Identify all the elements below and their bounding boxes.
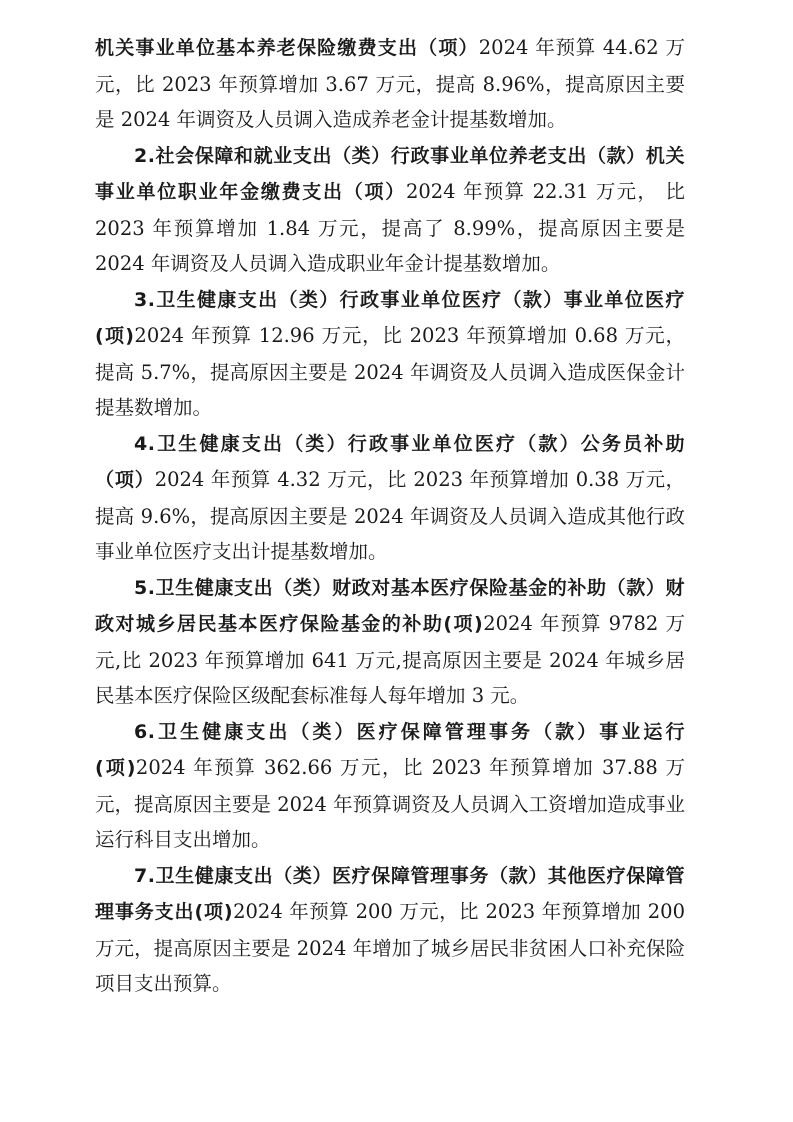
paragraph-7 xyxy=(95,858,685,1002)
paragraph-text: 2024 年预算 200 万元，比 2023 年预算增加 200 万元，提高原因主要是 2024 年增加了城乡居民非贫困人口补充保险项目支出预算。 xyxy=(95,900,685,995)
paragraph-text: 2024 年预算 12.96 万元，比 2023 年预算增加 0.68 万元，提高 5.7%，提高原因主要是 2024 年调资及人员调入造成医保金计提基数增加。 xyxy=(95,324,685,419)
paragraph-2 xyxy=(95,138,685,282)
paragraph-heading: 5.卫生健康支出（类）财政对基本医疗保险基金的补助（款）财政对城乡居民基本医疗保险基金的补助(项) xyxy=(95,576,685,635)
paragraph-text: 2024 年预算 22.31 万元， 比 2023 年预算增加 1.84 万元，提高了 8.99%，提高原因主要是 2024 年调资及人员调入造成职业年金计提基数增加。 xyxy=(95,180,685,275)
document-body xyxy=(95,30,685,1002)
paragraph-text: 2024 年预算 362.66 万元，比 2023 年预算增加 37.88 万元，提高原因主要是 2024 年预算调资及人员调入工资增加造成事业运行科目支出增加。 xyxy=(95,756,686,851)
paragraph-1 xyxy=(95,30,685,138)
paragraph-3 xyxy=(95,282,685,426)
paragraph-heading: 2.社会保障和就业支出（类）行政事业单位养老支出（款）机关事业单位职业年金缴费支出（项） xyxy=(95,144,685,203)
paragraph-6 xyxy=(95,714,685,858)
paragraph-heading: 7.卫生健康支出（类）医疗保障管理事务（款）其他医疗保障管理事务支出(项) xyxy=(95,864,685,923)
paragraph-heading: 6.卫生健康支出（类）医疗保障管理事务（款）事业运行(项) xyxy=(95,720,685,779)
paragraph-text: 2024 年预算 4.32 万元，比 2023 年预算增加 0.38 万元，提高 9.6%，提高原因主要是 2024 年调资及人员调入造成其他行政事业单位医疗支出计提基数增加。 xyxy=(95,468,685,563)
paragraph-text: 2024 年预算 44.62 万元，比 2023 年预算增加 3.67 万元，提高 8.96%，提高原因主要是 2024 年调资及人员调入造成养老金计提基数增加。 xyxy=(95,36,685,131)
paragraph-heading: 4.卫生健康支出（类）行政事业单位医疗（款）公务员补助（项） xyxy=(95,432,685,491)
paragraph-heading: 机关事业单位基本养老保险缴费支出（项） xyxy=(95,37,479,59)
paragraph-5 xyxy=(95,570,685,714)
paragraph-text: 2024 年预算 9782 万元,比 2023 年预算增加 641 万元,提高原因主要是 2024 年城乡居民基本医疗保险区级配套标准每人每年增加 3 元。 xyxy=(95,612,685,707)
paragraph-4 xyxy=(95,426,685,570)
paragraph-heading: 3.卫生健康支出（类）行政事业单位医疗（款）事业单位医疗(项) xyxy=(95,288,685,347)
